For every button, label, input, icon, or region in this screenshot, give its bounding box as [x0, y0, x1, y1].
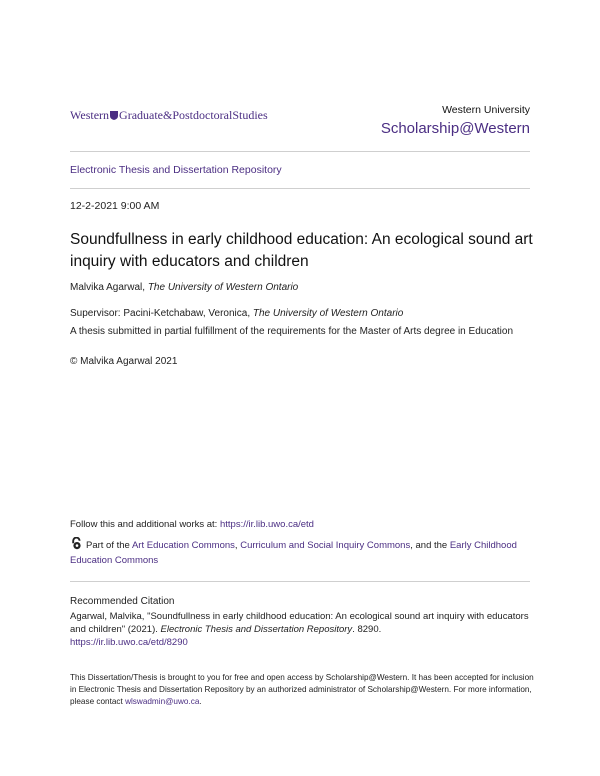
citation-journal: Electronic Thesis and Dissertation Repository [160, 624, 353, 635]
repository-divider [70, 188, 530, 189]
supervisor-affiliation: The University of Western Ontario [252, 308, 404, 319]
western-university-label: Western University [442, 104, 530, 116]
early-childhood-education-commons-link[interactable]: Early Childhood Education Commons [70, 540, 517, 566]
contact-email-link[interactable]: wlswadmin@uwo.ca [125, 697, 200, 706]
repository-link[interactable]: Electronic Thesis and Dissertation Repository [70, 164, 282, 176]
follow-line [70, 519, 314, 530]
recommended-citation [70, 610, 530, 649]
access-footer [70, 672, 540, 708]
part-of-separator-2: , and the [410, 540, 450, 551]
footer-end: . [199, 697, 202, 706]
author-affiliation: The University of Western Ontario [147, 282, 299, 293]
citation-number: . 8290. [352, 624, 382, 635]
etd-url-link[interactable]: https://ir.lib.uwo.ca/etd [219, 519, 314, 530]
part-of-separator-1: , [234, 540, 241, 551]
copyright: © Malvika Agarwal 2021 [70, 356, 178, 367]
citation-divider [70, 581, 530, 582]
citation-url-link[interactable]: https://ir.lib.uwo.ca/etd/8290 [70, 637, 188, 648]
footer-text: This Dissertation/Thesis is brought to you for free and open access by Scholarship@Western. It has been accepted for inclusion in Electronic Thesis and Dissertation Repository by an authorized administrator of Scholarship@Western. For more information, please contact [70, 673, 534, 706]
author-line [70, 282, 298, 293]
citation-text: Agarwal, Malvika, "Soundfullness in early childhood education: An ecological sound art inquiry with educators and children" (2021). [70, 611, 529, 635]
header-divider [70, 151, 530, 152]
art-education-commons-link[interactable]: Art Education Commons [131, 540, 235, 551]
follow-text: Follow this and additional works at: [70, 519, 220, 530]
supervisor-label: Supervisor: Pacini-Ketchabaw, Veronica, [70, 308, 251, 319]
supervisor-line [70, 308, 403, 319]
logo-western-text: Western [70, 108, 110, 122]
recommended-citation-heading: Recommended Citation [70, 596, 175, 607]
publication-date: 12-2-2021 9:00 AM [70, 200, 160, 212]
logo-graduate-text: Graduate&PostdoctoralStudies [119, 108, 268, 122]
author-name: Malvika Agarwal, [70, 282, 146, 293]
curriculum-social-inquiry-commons-link[interactable]: Curriculum and Social Inquiry Commons [240, 540, 411, 551]
part-of-line [70, 537, 540, 568]
thesis-title: Soundfullness in early childhood education: An ecological sound art inquiry with educators and children [70, 231, 533, 270]
scholarship-western-logo[interactable]: Scholarship@Western [380, 120, 530, 137]
part-of-prefix: Part of the [86, 540, 132, 551]
shield-icon [110, 111, 118, 120]
thesis-statement: A thesis submitted in partial fulfillment of the requirements for the Master of Arts degree in Education [70, 326, 514, 337]
western-graduate-logo [70, 108, 268, 123]
open-access-icon [70, 537, 83, 550]
